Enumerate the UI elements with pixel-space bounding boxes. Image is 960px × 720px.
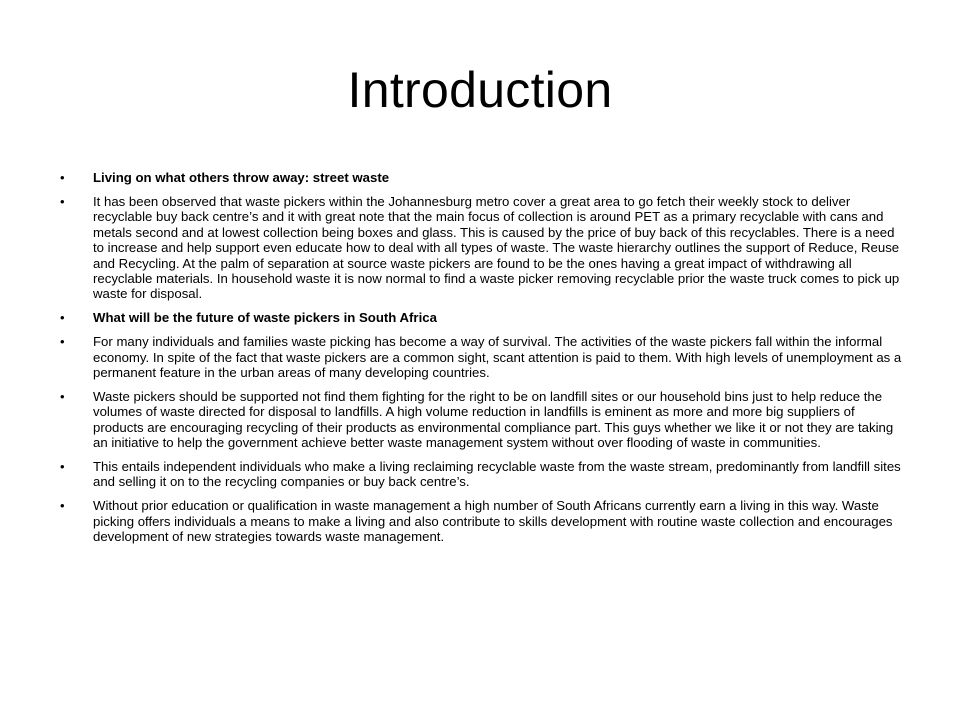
bullet-icon: • — [60, 170, 65, 185]
bullet-text: For many individuals and families waste picking has become a way of survival. The activities of the waste pickers fall within the informal economy. In spite of the fact that waste pickers are a common sight, scant attention is paid to them. With high levels of unemployment as a permanent feature in the urban areas of many developing countries. — [93, 334, 902, 380]
bullet-item — [60, 389, 908, 451]
bullet-icon: • — [60, 459, 65, 474]
bullet-icon: • — [60, 310, 65, 326]
bullet-item — [60, 334, 908, 380]
bullet-item — [60, 459, 908, 490]
bullet-icon: • — [60, 498, 65, 514]
bullet-icon: • — [60, 193, 65, 209]
bullet-item — [60, 498, 908, 544]
slide-title: Introduction — [347, 62, 613, 118]
bullet-item — [60, 170, 908, 185]
bullet-text: This entails independent individuals who make a living reclaiming recyclable waste from the waste stream, predominantly from landfill sites and selling it on to the recycling companies or buy back centre’s. — [93, 459, 901, 490]
bullet-item — [60, 310, 908, 325]
bullet-text: Without prior education or qualification in waste management a high number of South Africans currently earn a living in this way. Waste picking offers individuals a means to make a living and also contribute to skills development with routine waste collection and encourages development of new strategies towards waste management. — [93, 498, 893, 545]
bullet-text: It has been observed that waste pickers within the Johannesburg metro cover a great area to go fetch their weekly stock to deliver recyclable buy back centre’s and it with great note that the main focus of collection is around PET as a primary recyclable with cans and metals second and at lowest collection being boxes and glass. This is caused by the price of buy back of this recyclables. There is a need to increase and help support even educate how to deal with all types of waste. The waste hierarchy outlines the support of Reduce, Reuse and Recycling. At the palm of separation at source waste pickers are found to be the ones having a great impact of withdrawing all recyclable materials. In household waste it is now normal to find a waste picker removing recyclable prior the waste truck comes to pick up waste for disposal. — [93, 193, 900, 302]
bullet-icon: • — [60, 334, 65, 350]
bullet-text: What will be the future of waste pickers in South Africa — [93, 310, 437, 326]
bullet-item — [60, 194, 908, 302]
bullet-text: Waste pickers should be supported not find them fighting for the right to be on landfill sites or our household bins just to help reduce the volumes of waste directed for disposal to landfills. A high volume reduction in landfills is eminent as more and more big suppliers of products are encouraging recycling of their products as environmental compliance part. This guys whether we like it or not they are taking an initiative to help the government achieve better waste management system without over flooding of waste in communities. — [93, 388, 894, 451]
bullet-text: Living on what others throw away: street waste — [93, 170, 390, 185]
bullet-icon: • — [60, 388, 65, 404]
bullet-list — [60, 170, 908, 553]
